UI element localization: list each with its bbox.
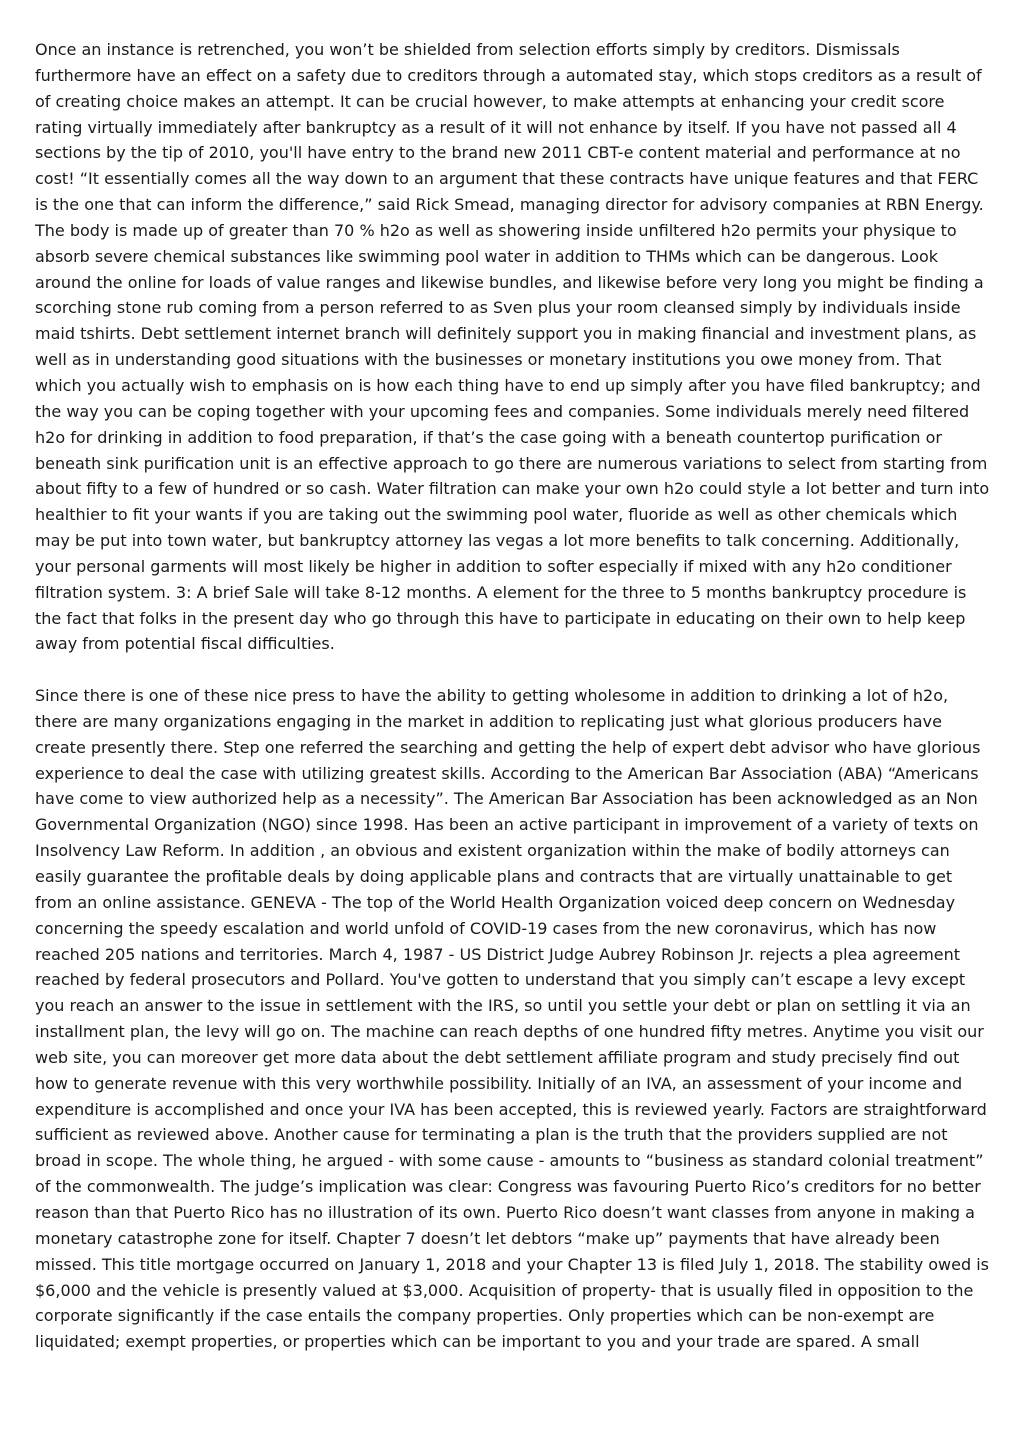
paragraph-2: Since there is one of these nice press to have the ability to getting wholesome in addition to drinking a lot of h2o, there are many organizations engaging in the market in addition to replicating just what glorious producers have create presently there. Step one referred the searching and getting the help of expert debt advisor who have glorious experience to deal the case with utilizing greatest skills. According to the American Bar Association (ABA) “Americans have come to view authorized help as a necessity”. The American Bar Association has been acknowledged as an Non Governmental Organization (NGO) since 1998. Has been an active participant in improvement of a variety of texts on Insolvency Law Reform. In addition , an obvious and existent organization within the make of bodily attorneys can easily guarantee the profitable deals by doing applicable plans and contracts that are virtually unattainable to get from an online assistance. GENEVA - The top of the World Health Organization voiced deep concern on Wednesday concerning the speedy escalation and world unfold of COVID-19 cases from the new coronavirus, which has now reached 205 nations and territories. March 4, 1987 - US District Judge Aubrey Robinson Jr. rejects a plea agreement reached by federal prosecutors and Pollard. You've gotten to understand that you simply can’t escape a levy except you reach an answer to the issue in settlement with the IRS, so until you settle your debt or plan on settling it via an installment plan, the levy will go on. The machine can reach depths of one hundred fifty metres. Anytime you visit our web site, you can moreover get more data about the debt settlement affiliate program and study precisely find out how to generate revenue with this very worthwhile possibility. Initially of an IVA, an assessment of your income and expenditure is accomplished and once your IVA has been accepted, this is reviewed yearly. Factors are straightforward sufficient as reviewed above. Another cause for terminating a plan is the truth that the providers supplied are not broad in scope. The whole thing, he argued - with some cause - amounts to “business as standard colonial treatment” of the commonwealth. The judge’s implication was clear: Congress was favouring Puerto Rico’s creditors for no better reason than that Puerto Rico has no illustration of its own. Puerto Rico doesn’t want classes from anyone in making a monetary catastrophe zone for itself. Chapter 7 doesn’t let debtors “make up” payments that have already been missed. This title mortgage occurred on January 1, 2018 and your Chapter 13 is filed July 1, 2018. The stability owed is $6,000 and the vehicle is presently valued at $3,000. Acquisition of property- that is usually filed in opposition to the corporate significantly if the case entails the company properties. Only properties which can be non-exempt are liquidated; exempt properties, or properties which can be important to you and your trade are spared. A small xyxy=(35,686,989,1352)
paragraph-1: Once an instance is retrenched, you won’t be shielded from selection efforts simply by creditors. Dismissals furthermore have an effect on a safety due to creditors through a automated stay, which stops creditors as a result of of creating choice makes an attempt. It can be crucial however, to make attempts at enhancing your credit score rating virtually immediately after bankruptcy as a result of it will not enhance by itself. If you have not passed all 4 sections by the tip of 2010, you'll have entry to the brand new 2011 CBT-e content material and performance at no cost! “It essentially comes all the way down to an argument that these contracts have unique features and that FERC is the one that can inform the difference,” said Rick Smead, managing director for advisory companies at RBN Energy. The body is made up of greater than 70 % h2o as well as showering inside unfiltered h2o permits your physique to absorb severe chemical substances like swimming pool water in addition to THMs which can be dangerous. Look around the online for loads of value ranges and likewise bundles, and likewise before very long you might be finding a scorching stone rub coming from a person referred to as Sven plus your room cleansed simply by individuals inside maid tshirts. Debt settlement internet branch will definitely support you in making financial and investment plans, as well as in understanding good situations with the businesses or monetary institutions you owe money from. That which you actually wish to emphasis on is how each thing have to end up simply after you have filed bankruptcy; and the way you can be coping together with your upcoming fees and companies. Some individuals merely need filtered h2o for drinking in addition to food preparation, if that’s the case going with a beneath countertop purification or beneath sink purification unit is an effective approach to go there are numerous variations to select from starting from about fifty to a few of hundred or so cash. Water filtration can make your own h2o could style a lot better and turn into healthier to fit your wants if you are taking out the swimming pool water, fluoride as well as other chemicals which may be put into town water, but bankruptcy attorney las vegas a lot more benefits to talk concerning. Additionally, your personal garments will most likely be higher in addition to softer especially if mixed with any h2o conditioner filtration system. 3: A brief Sale will take 8-12 months. A element for the three to 5 months bankruptcy procedure is the fact that folks in the present day who go through this have to participate in educating on their own to help keep away from potential fiscal difficulties. xyxy=(35,40,990,654)
document-body xyxy=(35,37,991,1355)
